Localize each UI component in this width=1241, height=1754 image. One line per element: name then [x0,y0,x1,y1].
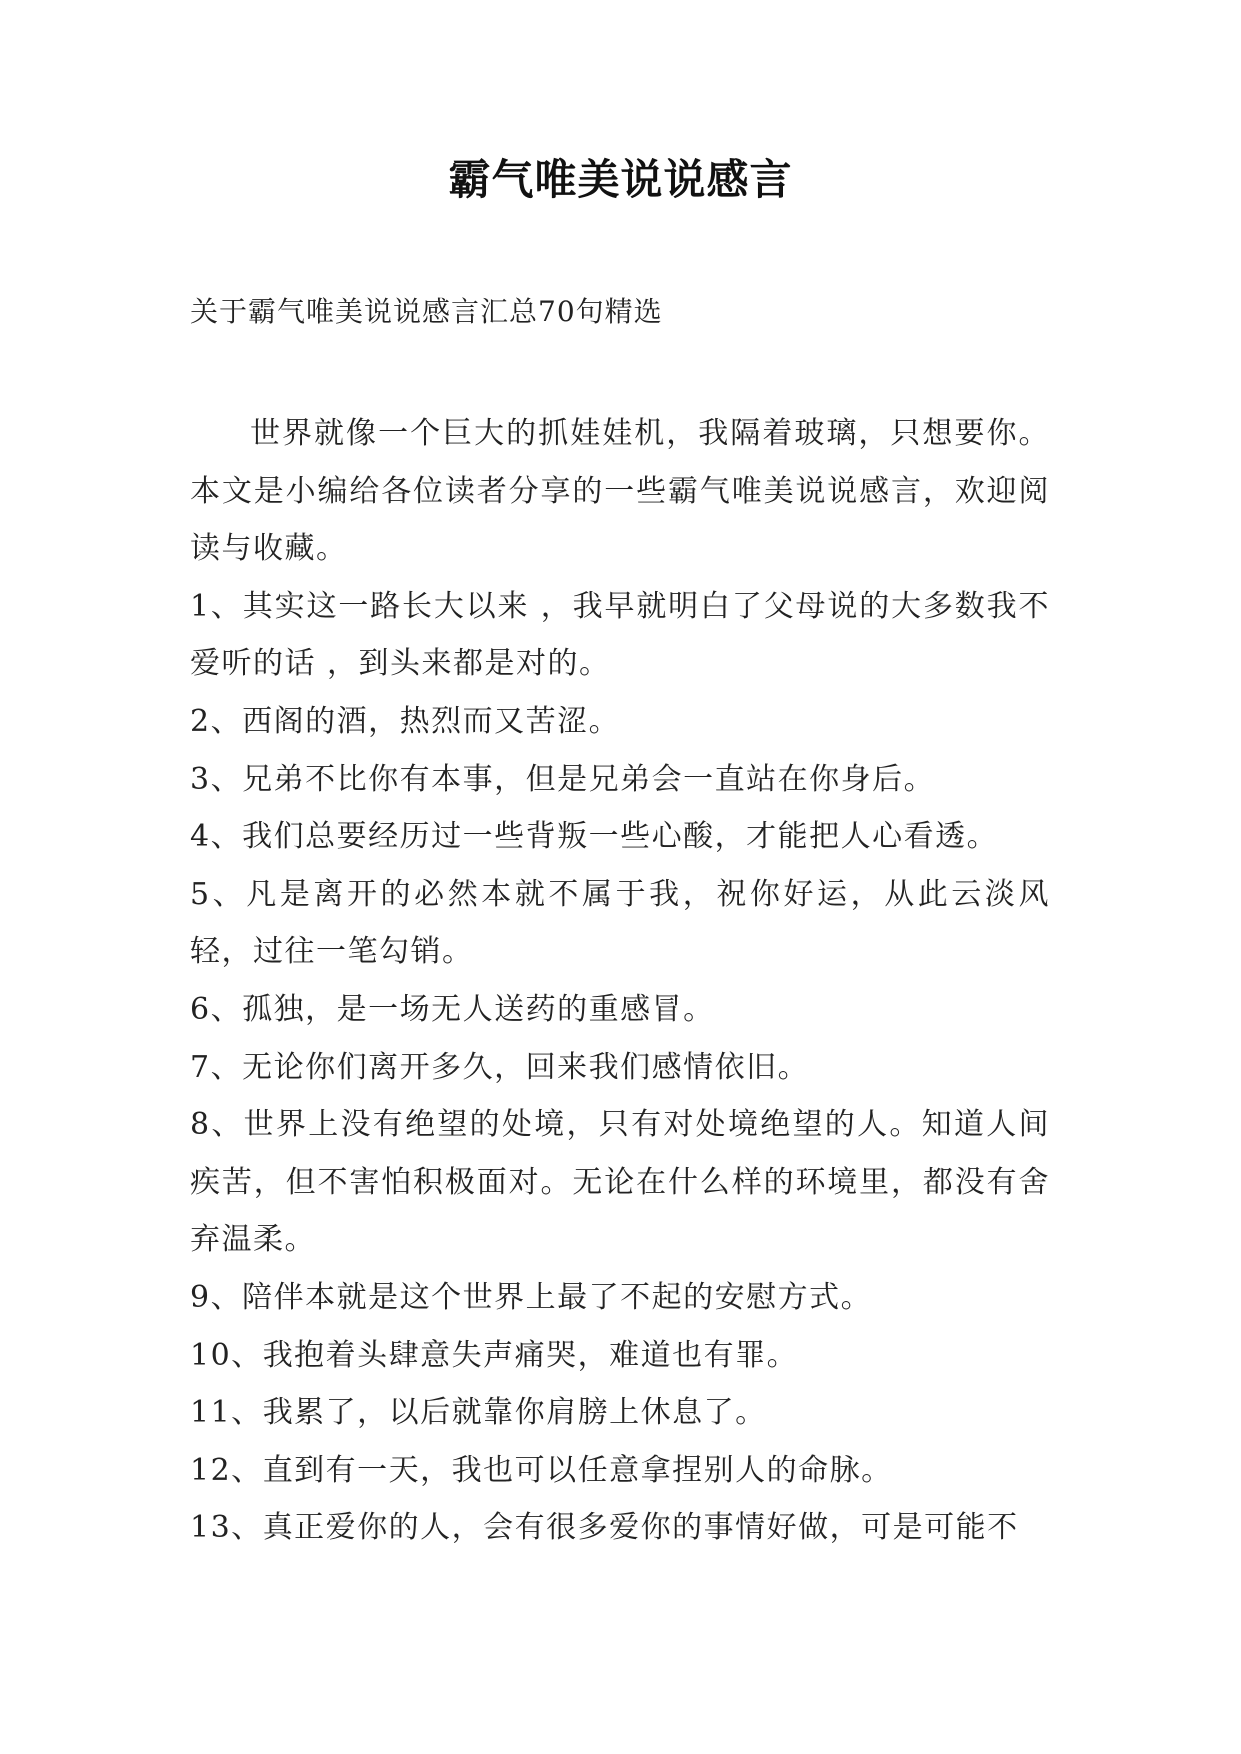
item-text: 我们总要经历过一些背叛一些心酸，才能把人心看透。 [242,819,999,855]
item-text: 陪伴本就是这个世界上最了不起的安慰方式。 [242,1279,873,1315]
item-text: 无论你们离开多久，回来我们感情依旧。 [242,1049,810,1085]
item-number: 12、 [190,1452,263,1488]
item-text: 世界上没有绝望的处境，只有对处境绝望的人。知道人间疾苦，但不害怕积极面对。无论在什么样的环境里，都没有舍弃温柔。 [190,1107,1051,1258]
document-title: 霸气唯美说说感言 [448,155,793,204]
item-number: 9、 [190,1279,243,1315]
list-item [190,1039,1050,1097]
list-item [190,1327,1050,1385]
list-item [190,808,1050,866]
list-item [190,1269,1050,1327]
item-text: 兄弟不比你有本事，但是兄弟会一直站在你身后。 [242,761,936,797]
item-text: 直到有一天，我也可以任意拿捏别人的命脉。 [262,1452,893,1488]
item-number: 11、 [190,1395,263,1431]
list-item [190,693,1050,751]
intro-paragraph: 世界就像一个巨大的抓娃娃机，我隔着玻璃，只想要你。本文是小编给各位读者分享的一些霸气唯美说说感言，欢迎阅读与收藏。 [190,416,1050,567]
item-text: 西阁的酒，热烈而又苦涩。 [242,703,621,739]
list-item [190,1384,1050,1442]
document-body [190,405,1050,1557]
document-subtitle: 关于霸气唯美说说感言汇总70句精选 [190,295,663,328]
item-text: 我抱着头肆意失声痛哭，难道也有罪。 [262,1337,799,1373]
item-text: 真正爱你的人，会有很多爱你的事情好做，可是可能不 [262,1510,1019,1546]
item-text: 孤独，是一场无人送药的重感冒。 [242,991,715,1027]
item-number: 1、 [190,588,243,624]
item-number: 8、 [190,1107,244,1143]
item-number: 10、 [190,1337,263,1373]
item-text: 其实这一路长大以来 ，我早就明白了父母说的大多数我不爱听的话 ，到头来都是对的。 [190,588,1050,682]
list-item [190,1499,1050,1557]
list-item [190,1442,1050,1500]
list-item [190,981,1050,1039]
item-number: 13、 [190,1510,263,1546]
list-item [190,578,1050,693]
quote-list [190,578,1050,1557]
item-text: 我累了，以后就靠你肩膀上休息了。 [262,1395,767,1431]
list-item [190,751,1050,809]
item-number: 7、 [190,1049,243,1085]
item-number: 4、 [190,819,243,855]
item-number: 3、 [190,761,243,797]
item-text: 凡是离开的必然本就不属于我，祝你好运，从此云淡风轻，过往一笔勾销。 [190,876,1051,970]
item-number: 6、 [190,991,243,1027]
item-number: 2、 [190,703,243,739]
item-number: 5、 [190,876,247,912]
list-item [190,1096,1050,1269]
list-item [190,866,1050,981]
